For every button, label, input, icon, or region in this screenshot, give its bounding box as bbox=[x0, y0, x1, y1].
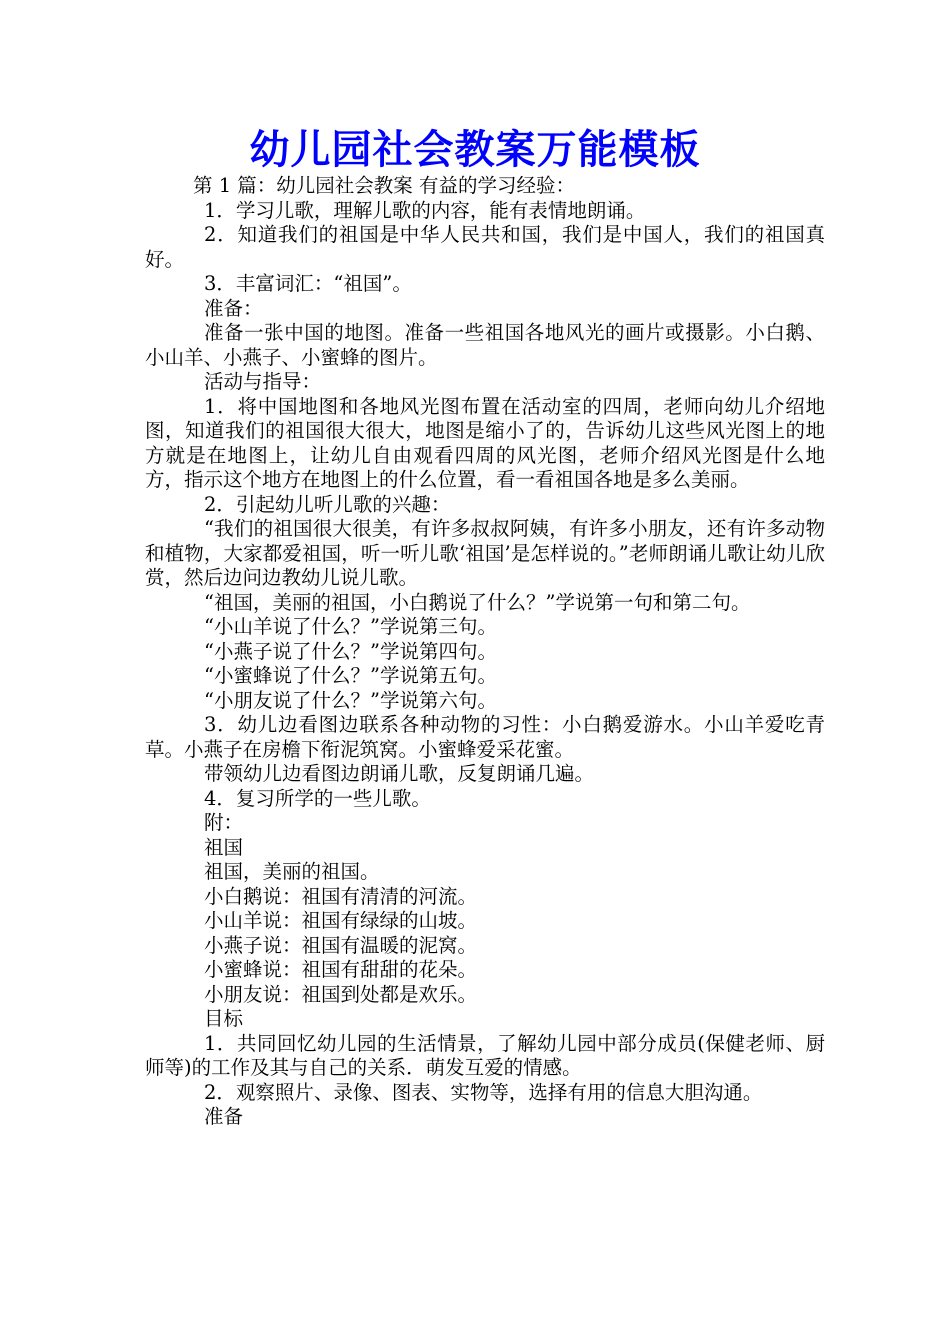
paragraph: 第 1 篇：幼儿园社会教案 有益的学习经验： bbox=[193, 174, 576, 197]
paragraph: 1．学习儿歌，理解儿歌的内容，能有表情地朗诵。 bbox=[204, 198, 646, 222]
paragraph: “祖国，美丽的祖国，小白鹅说了什么？”学说第一句和第二句。 bbox=[204, 590, 751, 614]
paragraph: 活动与指导： bbox=[204, 370, 322, 393]
paragraph: 小燕子说：祖国有温暖的泥窝。 bbox=[204, 933, 478, 957]
paragraph: 2．知道我们的祖国是中华人民共和国，我们是中国人，我们的祖国真好。 bbox=[145, 223, 825, 271]
paragraph: 祖国 bbox=[204, 835, 244, 859]
paragraph: 小朋友说：祖国到处都是欢乐。 bbox=[204, 982, 478, 1006]
paragraph: 目标 bbox=[204, 1007, 244, 1030]
document-body bbox=[145, 174, 825, 1130]
paragraph: 3．丰富词汇：“祖国”。 bbox=[204, 272, 412, 295]
paragraph: 小山羊说：祖国有绿绿的山坡。 bbox=[204, 909, 478, 932]
paragraph: 小蜜蜂说：祖国有甜甜的花朵。 bbox=[204, 958, 478, 981]
paragraph: “小山羊说了什么？”学说第三句。 bbox=[204, 615, 497, 638]
paragraph: 2．观察照片、录像、图表、实物等，选择有用的信息大胆沟通。 bbox=[204, 1080, 763, 1104]
paragraph: 带领幼儿边看图边朗诵儿歌，反复朗诵几遍。 bbox=[204, 762, 595, 785]
paragraph: 准备： bbox=[204, 296, 263, 320]
paragraph: 祖国，美丽的祖国。 bbox=[204, 860, 380, 883]
paragraph: 1．将中国地图和各地风光图布置在活动室的四周，老师向幼儿介绍地图，知道我们的祖国很大很大，地图是缩小了的，告诉幼儿这些风光图上的地方就是在地图上，让幼儿自由观看四周的风光图，老师介绍风光图是什么地方，指示这个地方在地图上的什么位置，看一看祖国各地是多么美丽。 bbox=[145, 394, 825, 491]
paragraph: “小蜜蜂说了什么？”学说第五句。 bbox=[204, 664, 497, 687]
paragraph: 附： bbox=[204, 811, 244, 834]
paragraph: 1．共同回忆幼儿园的生活情景，了解幼儿园中部分成员(保健老师、厨师等)的工作及其与自己的关系．萌发互爱的情感。 bbox=[145, 1031, 825, 1079]
paragraph: “小燕子说了什么？”学说第四句。 bbox=[204, 639, 497, 663]
paragraph: 准备 bbox=[204, 1105, 244, 1128]
paragraph: 准备一张中国的地图。准备一些祖国各地风光的画片或摄影。小白鹅、小山羊、小燕子、小蜜蜂的图片。 bbox=[145, 321, 825, 369]
paragraph: “小朋友说了什么？”学说第六句。 bbox=[204, 688, 497, 712]
paragraph: 2．引起幼儿听儿歌的兴趣： bbox=[204, 492, 451, 516]
document-title: 幼儿园社会教案万能模板 bbox=[249, 127, 701, 173]
paragraph: 4．复习所学的一些儿歌。 bbox=[204, 786, 431, 810]
paragraph: 小白鹅说：祖国有清清的河流。 bbox=[204, 884, 478, 908]
paragraph: 3．幼儿边看图边联系各种动物的习性：小白鹅爱游水。小山羊爱吃青草。小燕子在房檐下衔泥筑窝。小蜜蜂爱采花蜜。 bbox=[145, 713, 825, 761]
paragraph: “我们的祖国很大很美，有许多叔叔阿姨，有许多小朋友，还有许多动物和植物，大家都爱祖国，听一听儿歌‘祖国’是怎样说的。”老师朗诵儿歌让幼儿欣赏，然后边问边教幼儿说儿歌。 bbox=[145, 517, 825, 589]
